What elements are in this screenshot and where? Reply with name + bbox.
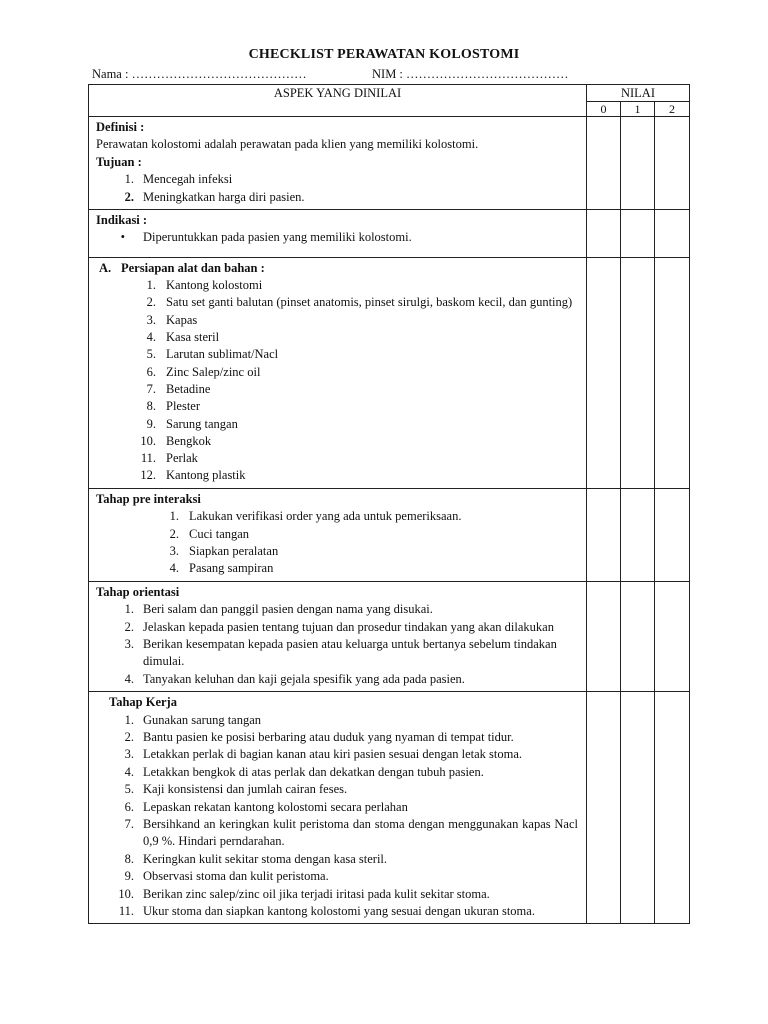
score-cell-0[interactable] [587, 488, 621, 581]
kerja-heading: Tahap Kerja [109, 695, 177, 710]
definisi-heading: Definisi : [96, 120, 145, 134]
score-cell-2[interactable] [655, 117, 690, 210]
kerja-list [96, 712, 578, 921]
list-item: • Diperuntukkan pada pasien yang memiliki kolostomi. [96, 229, 578, 246]
score-cell-1[interactable] [621, 488, 655, 581]
list-item: 4. Kasa steril [146, 330, 220, 345]
score-cell-0[interactable] [587, 581, 621, 691]
nim-field: NIM : ………………………………… [372, 67, 569, 81]
kerja-cell [89, 692, 587, 924]
list-item: 2. Bantu pasien ke posisi berbaring atau duduk yang nyaman di tempat tidur. [124, 729, 514, 744]
persiapan-heading: A. Persiapan alat dan bahan : [99, 260, 265, 275]
nama-field: Nama : …………………………………… [92, 67, 307, 81]
indikasi-heading: Indikasi : [96, 213, 148, 228]
persiapan-row [89, 257, 690, 488]
document-title: CHECKLIST PERAWATAN KOLOSTOMI [248, 47, 520, 62]
list-item: 2. Meningkatkan harga diri pasien. [124, 189, 305, 204]
list-item: 9. Sarung tangan [146, 416, 238, 431]
score-cell-1[interactable] [621, 692, 655, 924]
pre-interaksi-row [89, 488, 690, 581]
score-cell-0[interactable] [587, 257, 621, 488]
orientasi-row [89, 581, 690, 691]
list-item: 9. Observasi stoma dan kulit peristoma. [124, 869, 329, 884]
list-item: 10. Bengkok [140, 433, 212, 448]
persiapan-cell [89, 257, 587, 488]
header-row [89, 85, 690, 102]
checklist-table [88, 84, 690, 924]
pre-interaksi-cell [89, 488, 587, 581]
score-0-header: 0 [587, 102, 621, 117]
list-item: 11. Ukur stoma dan siapkan kantong kolostomi yang sesuai dengan ukuran stoma. [118, 904, 535, 919]
tujuan-list [96, 171, 578, 206]
indikasi-cell [89, 210, 587, 258]
score-cell-0[interactable] [587, 210, 621, 258]
list-item: 10. Berikan zinc salep/zinc oil jika terjadi iritasi pada kulit sekitar stoma. [118, 886, 490, 901]
score-cell-2[interactable] [655, 581, 690, 691]
list-item: 3. Berikan kesempatan kepada pasien atau keluarga untuk bertanya sebelum tindakan dimulai. [124, 636, 557, 669]
score-cell-2[interactable] [655, 210, 690, 258]
list-item: 6. Lepaskan rekatan kantong kolostomi secara perlahan [124, 799, 408, 814]
list-item: 1. Gunakan sarung tangan [124, 712, 262, 727]
list-item: 2. Satu set ganti balutan (pinset anatomis, pinset sirulgi, baskom kecil, dan gunting) [146, 295, 573, 310]
list-item: 1. Mencegah infeksi [124, 172, 233, 187]
score-1-header: 1 [621, 102, 655, 117]
aspek-header: ASPEK YANG DINILAI [89, 85, 587, 117]
orientasi-heading: Tahap orientasi [96, 584, 180, 599]
bullet-icon: • [120, 230, 125, 245]
persiapan-list [96, 277, 578, 485]
list-item: 3. Letakkan perlak di bagian kanan atau kiri pasien sesuai dengan letak stoma. [124, 747, 523, 762]
list-item: 7. Betadine [146, 381, 211, 396]
score-cell-0[interactable] [587, 117, 621, 210]
list-item: 4. Letakkan bengkok di atas perlak dan dekatkan dengan tubuh pasien. [124, 764, 484, 779]
score-cell-1[interactable] [621, 257, 655, 488]
score-cell-2[interactable] [655, 257, 690, 488]
list-item: 12. Kantong plastik [140, 468, 246, 483]
list-item: 3. Siapkan peralatan [169, 543, 279, 558]
orientasi-list [96, 601, 578, 688]
nilai-header: NILAI [587, 85, 690, 102]
score-cell-2[interactable] [655, 488, 690, 581]
indikasi-row [89, 210, 690, 258]
pre-interaksi-list [96, 508, 578, 578]
score-cell-2[interactable] [655, 692, 690, 924]
kerja-row [89, 692, 690, 924]
list-item: 8. Plester [146, 399, 201, 414]
list-item: 1. Kantong kolostomi [146, 278, 263, 293]
list-item: 7. Bersihkand an keringkan kulit peristoma dan stoma dengan menggunakan kapas Nacl 0,9 %. Hindari perndarahan. [124, 817, 578, 849]
tujuan-heading: Tujuan : [96, 154, 142, 169]
score-2-header: 2 [655, 102, 690, 117]
score-cell-0[interactable] [587, 692, 621, 924]
list-item: 5. Kaji konsistensi dan jumlah cairan feses. [124, 782, 348, 797]
list-item: 11. Perlak [140, 451, 198, 466]
list-item: 4. Pasang sampiran [169, 561, 274, 576]
score-cell-1[interactable] [621, 581, 655, 691]
list-item: 1. Lakukan verifikasi order yang ada untuk pemeriksaan. [169, 509, 462, 524]
definisi-text: Perawatan kolostomi adalah perawatan pada klien yang memiliki kolostomi. [96, 137, 479, 152]
list-item: 6. Zinc Salep/zinc oil [146, 364, 261, 379]
pre-interaksi-heading: Tahap pre interaksi [96, 491, 201, 506]
list-item: 2. Cuci tangan [169, 526, 250, 541]
score-cell-1[interactable] [621, 210, 655, 258]
orientasi-cell [89, 581, 587, 691]
list-item: 4. Tanyakan keluhan dan kaji gejala spesifik yang ada pada pasien. [124, 671, 465, 686]
list-item: 5. Larutan sublimat/Nacl [146, 347, 279, 362]
list-item: 1. Beri salam dan panggil pasien dengan nama yang disukai. [124, 602, 433, 617]
indikasi-list [96, 229, 578, 246]
score-cell-1[interactable] [621, 117, 655, 210]
list-item: 8. Keringkan kulit sekitar stoma dengan kasa steril. [124, 851, 388, 866]
list-item: 3. Kapas [146, 312, 198, 327]
definisi-row [89, 117, 690, 210]
definisi-cell [89, 117, 587, 210]
list-item: 2. Jelaskan kepada pasien tentang tujuan dan prosedur tindakan yang akan dilakukan [124, 619, 554, 634]
